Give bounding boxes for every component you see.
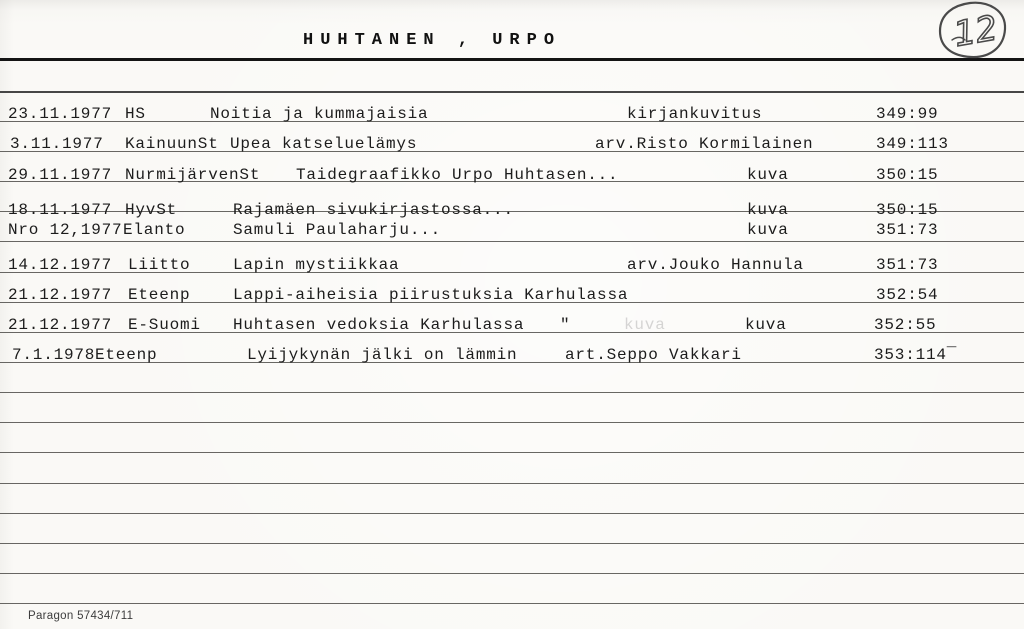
entry-ref: 353:114¯ [874, 346, 958, 364]
rule-line [0, 513, 1024, 514]
entry-title: Samuli Paulaharju... [233, 221, 442, 239]
entry-row [0, 133, 1024, 153]
entry-ref: 350:15 [876, 166, 939, 184]
card-title: HUHTANEN , URPO [303, 31, 562, 50]
circle-icon [928, 0, 1014, 62]
entry-source: Eteenp [95, 346, 158, 364]
header-rule [0, 58, 1024, 61]
entry-row [0, 254, 1024, 274]
page-number: 12 [950, 8, 1001, 56]
entry-note: kuva [747, 201, 789, 219]
entry-date: 21.12.1977 [8, 286, 113, 304]
entry-row [0, 344, 1024, 364]
imprint: Paragon 57434/711 [28, 610, 134, 622]
entry-ref: 350:15 [876, 201, 939, 219]
entry-title: Upea katseluelämys [230, 135, 418, 153]
entry-source: Elanto [123, 221, 186, 239]
rule-line [0, 392, 1024, 393]
entry-ref: 349:113 [876, 135, 949, 153]
entry-date: 14.12.1977 [8, 256, 113, 274]
entry-title: Rajamäen sivukirjastossa... [233, 201, 514, 219]
entry-source: Liitto [128, 256, 191, 274]
entry-row [0, 103, 1024, 123]
rule-line [0, 573, 1024, 574]
rule-line [0, 241, 1024, 242]
entry-date: 21.12.1977 [8, 316, 113, 334]
entry-ref: 352:55 [874, 316, 937, 334]
entry-row [0, 219, 1024, 239]
entry-row [0, 199, 1024, 219]
entry-note: arv.Risto Kormilainen [595, 135, 814, 153]
entry-erased-note: kuva [624, 316, 666, 334]
entry-ref: 352:54 [876, 286, 939, 304]
rule-line [0, 422, 1024, 423]
entry-title: Taidegraafikko Urpo Huhtasen... [296, 166, 619, 184]
entry-title: Lappi-aiheisia piirustuksia Karhulassa [233, 286, 629, 304]
entry-note: kirjankuvitus [627, 105, 763, 123]
entry-source: NurmijärvenSt [125, 166, 261, 184]
entry-title: Huhtasen vedoksia Karhulassa [233, 316, 525, 334]
entry-note: kuva [747, 221, 789, 239]
entry-ref: 349:99 [876, 105, 939, 123]
entry-date: 23.11.1977 [8, 105, 113, 123]
rule-line [0, 91, 1024, 93]
rule-line [0, 483, 1024, 484]
entry-ref: 351:73 [876, 221, 939, 239]
entry-source: KainuunSt [125, 135, 219, 153]
entry-note: kuva [745, 316, 787, 334]
entry-title: Lapin mystiikkaa [233, 256, 400, 274]
entry-note: art.Seppo Vakkari [565, 346, 742, 364]
entry-date: 29.11.1977 [8, 166, 113, 184]
entry-ditto-mark: " [560, 316, 571, 334]
entry-title: Noitia ja kummajaisia [210, 105, 429, 123]
entry-note: kuva [747, 166, 789, 184]
entry-title: Lyijykynän jälki on lämmin [247, 346, 518, 364]
entry-source: HS [125, 105, 146, 123]
entry-row [0, 164, 1024, 184]
rule-line [0, 543, 1024, 544]
entry-date: Nro 12,1977 [8, 221, 123, 239]
entry-date: 18.11.1977 [8, 201, 113, 219]
entry-note: arv.Jouko Hannula [627, 256, 804, 274]
rule-line [0, 603, 1024, 604]
entry-row [0, 314, 1024, 334]
entry-source: Eteenp [128, 286, 191, 304]
entry-source: HyvSt [125, 201, 178, 219]
rule-line [0, 452, 1024, 453]
entry-ref: 351:73 [876, 256, 939, 274]
entry-date: 3.11.1977 [10, 135, 104, 153]
page-number-circle [928, 0, 1014, 62]
entry-date: 7.1.1978 [12, 346, 96, 364]
entry-source: E-Suomi [128, 316, 201, 334]
entry-row [0, 284, 1024, 304]
